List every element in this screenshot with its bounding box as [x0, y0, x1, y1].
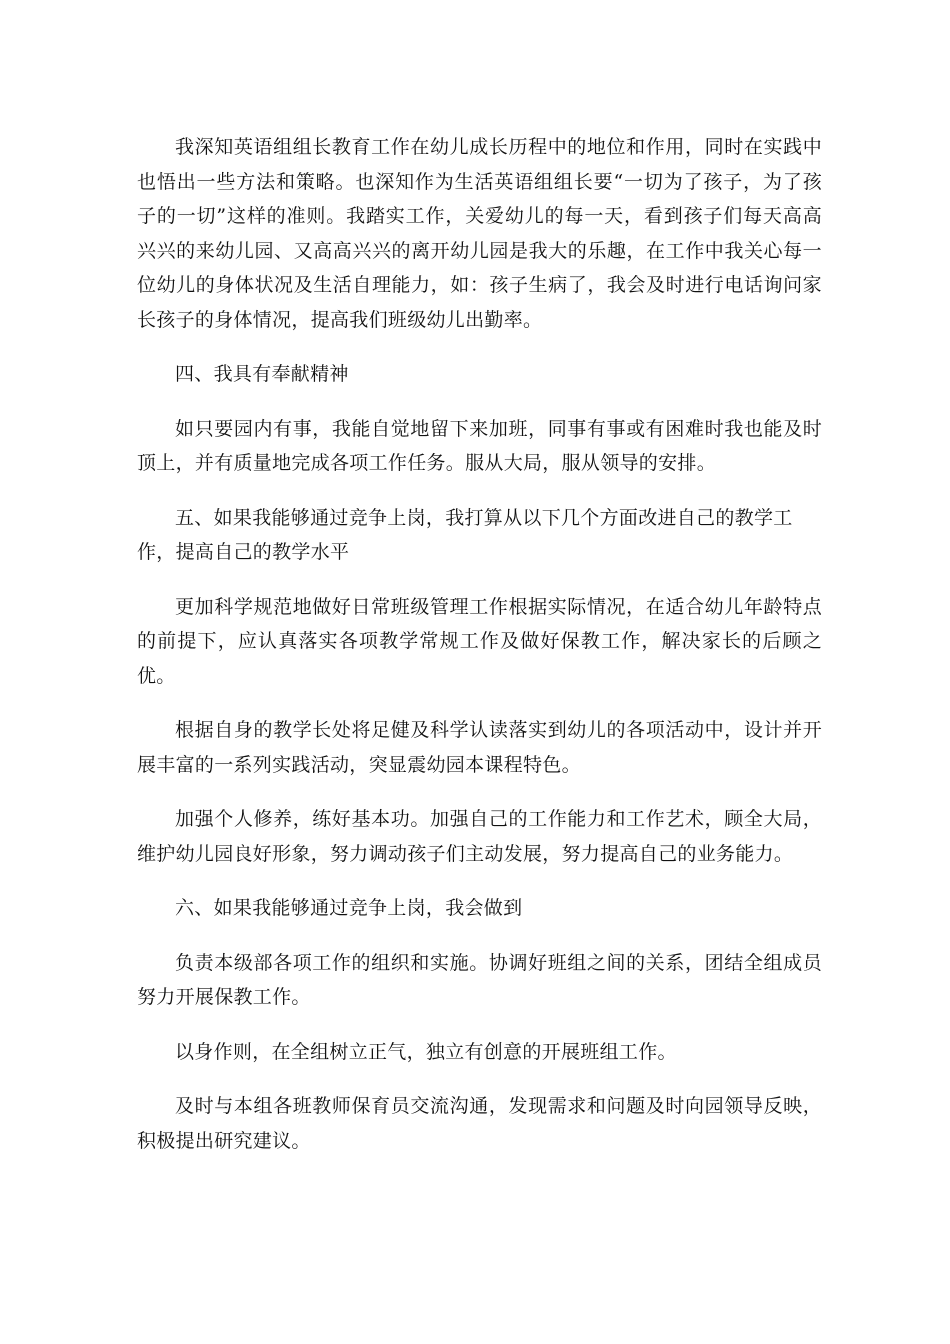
- document-body: [137, 130, 822, 1178]
- section-heading-6: 六、如果我能够通过竞争上岗，我会做到: [175, 897, 523, 919]
- paragraph-self-improvement: 加强个人修养，练好基本功。加强自己的工作能力和工作艺术，顾全大局，维护幼儿园良好形象，努力调动孩子们主动发展，努力提高自己的业务能力。: [137, 808, 822, 865]
- paragraph-organization: 负责本级部各项工作的组织和实施。协调好班组之间的关系，团结全组成员努力开展保教工作。: [137, 951, 822, 1008]
- paragraph-lead-by-example: 以身作则，在全组树立正气，独立有创意的开展班组工作。: [175, 1040, 677, 1063]
- paragraph-dedication: 如只要园内有事，我能自觉地留下来加班，同事有事或有困难时我也能及时顶上，并有质量地完成各项工作任务。服从大局，服从领导的安排。: [137, 417, 822, 474]
- section-heading-4: 四、我具有奉献精神: [175, 363, 349, 385]
- paragraph-intro: 我深知英语组组长教育工作在幼儿成长历程中的地位和作用，同时在实践中也悟出一些方法和策略。也深知作为生活英语组组长要“一切为了孩子，为了孩子的一切”这样的准则。我踏实工作，关爱幼儿的每一天，看到孩子们每天高高兴兴的来幼儿园、又高高兴兴的离开幼儿园是我大的乐趣，在工作中我关心每一位幼儿的身体状况及生活自理能力，如：孩子生病了，我会及时进行电话询问家长孩子的身体情况，提高我们班级幼儿出勤率。: [137, 136, 822, 331]
- paragraph-communication: 及时与本组各班教师保育员交流沟通，发现需求和问题及时向园领导反映，积极提出研究建议。: [137, 1095, 822, 1152]
- paragraph-teaching-strengths: 根据自身的教学长处将足健及科学认读落实到幼儿的各项活动中，设计并开展丰富的一系列实践活动，突显震幼园本课程特色。: [137, 719, 822, 776]
- paragraph-class-management: 更加科学规范地做好日常班级管理工作根据实际情况，在适合幼儿年龄特点的前提下，应认真落实各项教学常规工作及做好保教工作，解决家长的后顾之优。: [137, 595, 822, 687]
- section-heading-5: 五、如果我能够通过竞争上岗，我打算从以下几个方面改进自己的教学工作，提高自己的教学水平: [137, 506, 793, 563]
